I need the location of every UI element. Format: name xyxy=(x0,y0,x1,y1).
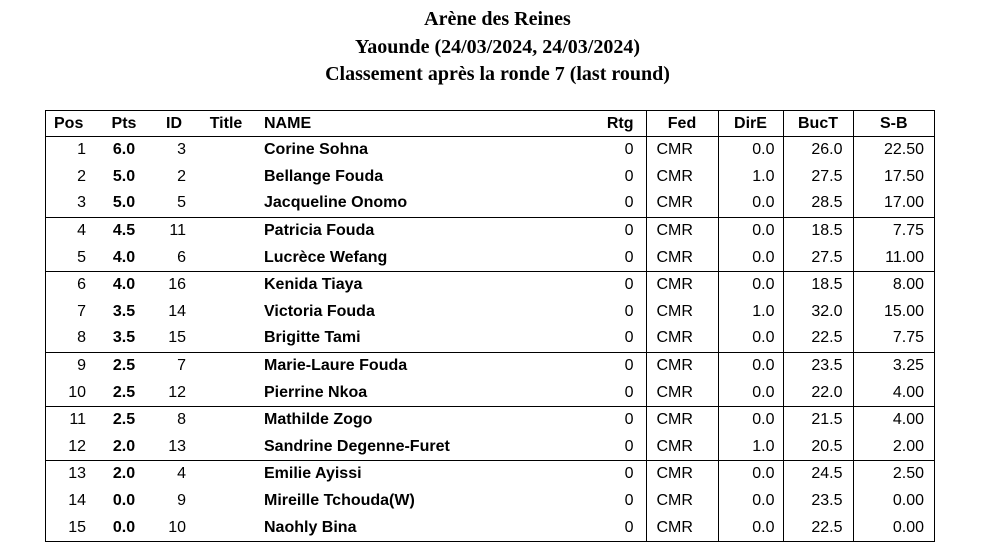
cell-pts: 3.5 xyxy=(112,302,136,320)
cell-dire: 0.0 xyxy=(718,137,783,164)
cell-sb: 15.00 xyxy=(853,299,934,326)
cell-title xyxy=(198,379,254,406)
cell-buct: 26.0 xyxy=(783,137,853,164)
cell-title xyxy=(198,164,254,191)
cell-rtg: 0 xyxy=(624,222,634,240)
table-header-row xyxy=(46,111,934,137)
cell-id: 11 xyxy=(169,222,186,240)
cell-rtg: 0 xyxy=(624,302,634,320)
cell-buct: 20.5 xyxy=(783,434,853,461)
cell-sb: 4.00 xyxy=(853,379,934,406)
cell-id: 10 xyxy=(168,518,186,536)
cell-rtg: 0 xyxy=(624,167,634,185)
cell-pts: 2.0 xyxy=(112,465,136,483)
cell-fed: CMR xyxy=(646,461,718,488)
cell-dire: 0.0 xyxy=(718,190,783,217)
cell-name: Sandrine Degenne-Furet xyxy=(254,434,586,461)
cell-rtg: 0 xyxy=(624,518,634,536)
cell-title xyxy=(198,137,254,164)
cell-id: 2 xyxy=(177,167,186,185)
cell-rtg: 0 xyxy=(624,465,634,483)
cell-fed: CMR xyxy=(646,164,718,191)
cell-name: Bellange Fouda xyxy=(264,167,384,185)
cell-title xyxy=(198,271,254,298)
cell-buct: 18.5 xyxy=(783,217,853,244)
cell-fed: CMR xyxy=(646,299,718,326)
cell-pts: 4.0 xyxy=(98,244,150,271)
cell-pos: 5 xyxy=(46,244,98,271)
cell-title xyxy=(198,406,254,433)
cell-name: Corine Sohna xyxy=(264,141,369,159)
cell-id: 6 xyxy=(150,244,198,271)
cell-pts: 2.0 xyxy=(98,434,150,461)
cell-name: Jacqueline Onomo xyxy=(254,190,586,217)
cell-rtg: 0 xyxy=(586,244,646,271)
cell-sb: 22.50 xyxy=(853,137,934,164)
cell-dire: 0.0 xyxy=(718,406,783,433)
cell-fed: CMR xyxy=(646,244,718,271)
cell-pos: 9 xyxy=(77,357,86,375)
cell-pts: 0.0 xyxy=(112,492,136,510)
standings-table xyxy=(46,111,934,541)
table-row xyxy=(46,164,934,191)
cell-buct: 27.5 xyxy=(783,244,853,271)
col-header-dire: DirE xyxy=(718,111,783,137)
cell-dire: 1.0 xyxy=(718,434,783,461)
cell-dire: 0.0 xyxy=(718,514,783,541)
cell-name: Victoria Fouda xyxy=(264,302,375,320)
table-row xyxy=(46,190,934,217)
cell-sb: 3.25 xyxy=(853,352,934,379)
table-row xyxy=(46,406,934,433)
cell-rtg: 0 xyxy=(624,276,634,294)
cell-buct: 22.0 xyxy=(783,379,853,406)
cell-title xyxy=(198,217,254,244)
cell-pos: 12 xyxy=(46,434,98,461)
cell-pos: 4 xyxy=(77,222,86,240)
cell-fed: CMR xyxy=(646,406,718,433)
cell-sb: 8.00 xyxy=(853,271,934,298)
standings-rows xyxy=(46,137,934,541)
tournament-name: Arène des Reines xyxy=(424,8,571,30)
cell-pos: 8 xyxy=(46,325,98,352)
cell-pos: 7 xyxy=(77,302,86,320)
cell-sb: 2.50 xyxy=(853,461,934,488)
standings-title: Classement après la ronde 7 (last round) xyxy=(325,63,670,85)
cell-name: Brigitte Tami xyxy=(254,325,586,352)
cell-fed: CMR xyxy=(646,137,718,164)
cell-fed: CMR xyxy=(646,352,718,379)
cell-buct: 24.5 xyxy=(783,461,853,488)
cell-title xyxy=(198,352,254,379)
table-row xyxy=(46,271,934,298)
cell-dire: 0.0 xyxy=(718,325,783,352)
cell-pts: 5.0 xyxy=(112,167,136,185)
cell-buct: 28.5 xyxy=(783,190,853,217)
cell-pts: 4.0 xyxy=(112,276,136,294)
cell-fed: CMR xyxy=(646,271,718,298)
cell-dire: 0.0 xyxy=(718,271,783,298)
cell-name: Patricia Fouda xyxy=(264,222,375,240)
cell-fed: CMR xyxy=(646,217,718,244)
col-header-name: NAME xyxy=(254,111,586,137)
cell-name: Lucrèce Wefang xyxy=(254,244,586,271)
cell-sb: 4.00 xyxy=(853,406,934,433)
cell-buct: 22.5 xyxy=(783,325,853,352)
cell-sb: 11.00 xyxy=(853,244,934,271)
cell-buct: 32.0 xyxy=(783,299,853,326)
cell-fed: CMR xyxy=(646,434,718,461)
cell-buct: 27.5 xyxy=(783,164,853,191)
cell-fed: CMR xyxy=(646,190,718,217)
cell-sb: 7.75 xyxy=(853,217,934,244)
cell-fed: CMR xyxy=(646,488,718,515)
cell-dire: 0.0 xyxy=(718,379,783,406)
cell-id: 4 xyxy=(177,465,186,483)
cell-id: 13 xyxy=(150,434,198,461)
table-row xyxy=(46,137,934,164)
cell-name: Marie-Laure Fouda xyxy=(264,357,408,375)
tournament-place-dates: Yaounde (24/03/2024, 24/03/2024) xyxy=(354,35,641,58)
cell-pts: 2.5 xyxy=(112,411,136,429)
table-row xyxy=(46,461,934,488)
col-header-sb: S-B xyxy=(853,111,934,137)
cell-buct: 18.5 xyxy=(783,271,853,298)
cell-sb: 17.50 xyxy=(853,164,934,191)
cell-rtg: 0 xyxy=(624,492,634,510)
table-row xyxy=(46,488,934,515)
cell-dire: 0.0 xyxy=(718,461,783,488)
table-row xyxy=(46,379,934,406)
cell-pos: 11 xyxy=(69,411,86,429)
cell-title xyxy=(198,488,254,515)
table-row xyxy=(46,352,934,379)
table-row xyxy=(46,217,934,244)
cell-rtg: 0 xyxy=(624,357,634,375)
cell-buct: 21.5 xyxy=(783,406,853,433)
cell-id: 14 xyxy=(168,302,186,320)
cell-name: Mathilde Zogo xyxy=(264,411,373,429)
cell-pos: 14 xyxy=(68,492,86,510)
cell-id: 9 xyxy=(177,492,186,510)
report-header xyxy=(0,6,995,89)
cell-pts: 6.0 xyxy=(112,141,136,159)
cell-id: 15 xyxy=(150,325,198,352)
col-header-pts: Pts xyxy=(98,111,150,137)
cell-pts: 0.0 xyxy=(112,518,136,536)
cell-sb: 0.00 xyxy=(853,488,934,515)
col-header-id: ID xyxy=(150,111,198,137)
cell-pts: 5.0 xyxy=(98,190,150,217)
col-header-rtg: Rtg xyxy=(586,111,646,137)
cell-pts: 3.5 xyxy=(98,325,150,352)
cell-pos: 13 xyxy=(68,465,86,483)
cell-fed: CMR xyxy=(646,379,718,406)
cell-buct: 22.5 xyxy=(783,514,853,541)
cell-rtg: 0 xyxy=(624,411,634,429)
table-row xyxy=(46,299,934,326)
cell-rtg: 0 xyxy=(586,379,646,406)
cell-id: 16 xyxy=(168,276,186,294)
cell-pos: 15 xyxy=(68,518,86,536)
cell-title xyxy=(198,190,254,217)
cell-pts: 2.5 xyxy=(112,357,136,375)
table-row xyxy=(46,434,934,461)
cell-title xyxy=(198,461,254,488)
cell-title xyxy=(198,244,254,271)
cell-rtg: 0 xyxy=(586,434,646,461)
cell-rtg: 0 xyxy=(586,325,646,352)
cell-id: 8 xyxy=(177,411,186,429)
cell-dire: 1.0 xyxy=(718,164,783,191)
cell-buct: 23.5 xyxy=(783,488,853,515)
cell-title xyxy=(198,299,254,326)
col-header-pos: Pos xyxy=(46,111,98,137)
standings-table-frame xyxy=(45,110,935,542)
cell-id: 3 xyxy=(177,141,186,159)
cell-pos: 6 xyxy=(77,276,86,294)
cell-fed: CMR xyxy=(646,514,718,541)
cell-pts: 4.5 xyxy=(112,222,136,240)
cell-dire: 0.0 xyxy=(718,488,783,515)
cell-name: Kenida Tiaya xyxy=(264,276,363,294)
cell-buct: 23.5 xyxy=(783,352,853,379)
cell-id: 12 xyxy=(150,379,198,406)
cell-id: 5 xyxy=(150,190,198,217)
cell-dire: 0.0 xyxy=(718,217,783,244)
cell-dire: 1.0 xyxy=(718,299,783,326)
cell-fed: CMR xyxy=(646,325,718,352)
cell-pos: 1 xyxy=(77,141,86,159)
table-row xyxy=(46,325,934,352)
cell-name: Naohly Bina xyxy=(264,518,357,536)
cell-pos: 3 xyxy=(46,190,98,217)
cell-name: Mireille Tchouda(W) xyxy=(264,492,415,510)
cell-name: Pierrine Nkoa xyxy=(254,379,586,406)
col-header-fed: Fed xyxy=(646,111,718,137)
cell-pos: 10 xyxy=(46,379,98,406)
cell-sb: 7.75 xyxy=(853,325,934,352)
cell-title xyxy=(198,325,254,352)
col-header-title: Title xyxy=(198,111,254,137)
cell-dire: 0.0 xyxy=(718,244,783,271)
cell-pts: 2.5 xyxy=(98,379,150,406)
cell-rtg: 0 xyxy=(624,141,634,159)
cell-rtg: 0 xyxy=(586,190,646,217)
cell-pos: 2 xyxy=(77,167,86,185)
cell-sb: 2.00 xyxy=(853,434,934,461)
cell-title xyxy=(198,434,254,461)
cell-sb: 17.00 xyxy=(853,190,934,217)
cell-sb: 0.00 xyxy=(853,514,934,541)
table-row xyxy=(46,244,934,271)
col-header-buct: BucT xyxy=(783,111,853,137)
cell-name: Emilie Ayissi xyxy=(264,465,362,483)
cell-dire: 0.0 xyxy=(718,352,783,379)
cell-id: 7 xyxy=(177,357,186,375)
